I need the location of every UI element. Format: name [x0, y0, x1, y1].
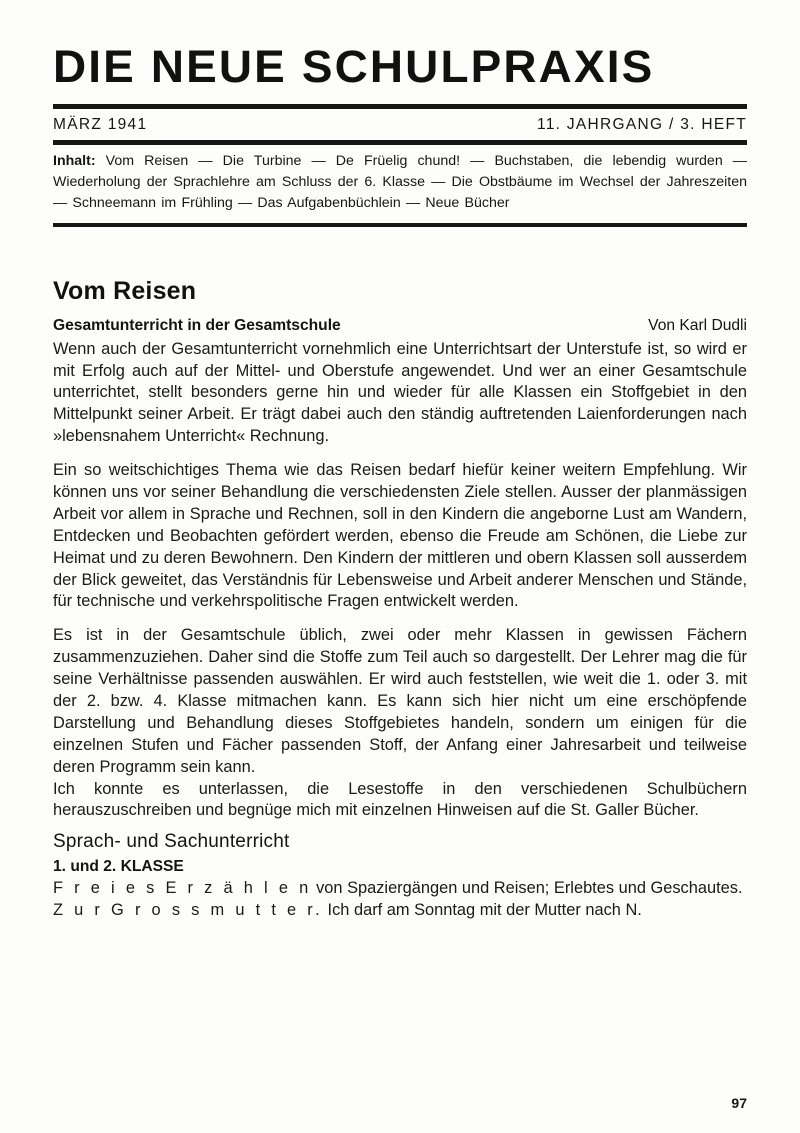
article-subtitle: Gesamtunterricht in der Gesamtschule [53, 316, 341, 334]
issue-date: MÄRZ 1941 [53, 116, 148, 133]
lesson-entry [53, 900, 747, 922]
subtitle-row [53, 317, 747, 335]
lesson-lead: F r e i e s E r z ä h l e n [53, 879, 312, 898]
article-paragraph: Ich konnte es unterlassen, die Lesestoffe in den verschiedenen Schulbüchern herauszuschreiben und begnüge mich mit einzelnen Hinweisen auf die St. Galler Bücher. [53, 779, 747, 820]
article-paragraph: Wenn auch der Gesamtunterricht vornehmlich eine Unterrichtsart der Unterstufe ist, so wird er mit Erfolg auch auf der Mittel- und Oberstufe angewendet. Und wer an einer Gesamtschule unterrichtet, stellt besonders gerne hin und wieder für alle Klassen ein Stoffgebiet in den Mittelpunkt seiner Arbeit. Er trägt dabei auch den ständig auftretenden Laienforderungen nach »lebensnahem Unterricht« Rechnung. [53, 339, 747, 446]
section-heading: Sprach- und Sachunterricht [53, 831, 290, 853]
article-paragraph: Es ist in der Gesamtschule üblich, zwei oder mehr Klassen in gewissen Fächern zusammenzuziehen. Daher sind die Stoffe zum Teil auch so dargestellt. Der Lehrer mag die für seine Verhältnisse passenden auswählen. Er wird auch feststellen, wie weit die 1. oder 3. mit der 2. bzw. 4. Klasse mitmachen kann. Es kann sich hier nicht um eine erschöpfende Darstellung und Behandlung dieses Stoffgebietes handeln, sondern um einigen für die einzelnen Stufen und Fächer passenden Stoff, der Anfang einer Jahresarbeit und teilweise deren Programm sein kann. [53, 626, 747, 776]
contents-block [53, 145, 747, 219]
page-number: 97 [731, 1095, 747, 1111]
contents-text: Vom Reisen — Die Turbine — De Früelig chund! — Buchstaben, die lebendig wurden — Wiederholung der Sprachlehre am Schluss der 6. Klasse — Die Obstbäume im Wechsel der Jahreszeiten — Schneemann im Frühling — Das Aufgabenbüchlein — Neue Bücher [53, 153, 747, 211]
article-title: Vom Reisen [53, 276, 197, 305]
lesson-entry [53, 878, 747, 900]
article-paragraph: Ein so weitschichtiges Thema wie das Reisen bedarf hiefür keiner weitern Empfehlung. Wir können uns vor seiner Behandlung die verschiedensten Ziele stellen. Ausser der planmässigen Arbeit vor allem in Sprache und Rechnen, soll in den Kindern die angeborne Lust am Wandern, Entdecken und Beobachten gefördert werden, ebenso die Freude am Schönen, die Liebe zur Heimat und zu deren Bewohnern. Den Kindern der mittleren und obern Klassen soll ausserdem der Blick geweitet, das Verständnis für Lebensweise und Arbeit anderer Menschen und Stände, für technische und verkehrspolitische Fragen entwickelt werden. [53, 461, 747, 611]
article [53, 227, 747, 922]
masthead [53, 0, 747, 92]
lesson-text: Ich darf am Sonntag mit der Mutter nach N. [323, 901, 642, 920]
lesson-lead: Z u r G r o s s m u t t e r. [53, 901, 323, 920]
issue-line [53, 109, 747, 140]
article-byline: Von Karl Dudli [648, 316, 747, 334]
publication-title: DIE NEUE SCHULPRAXIS [53, 41, 655, 92]
issue-volume: 11. JAHRGANG / 3. HEFT [536, 116, 747, 133]
contents-label: Inhalt: [53, 153, 96, 169]
lesson-text: von Spaziergängen und Reisen; Erlebtes und Geschautes. [311, 879, 743, 898]
subsection-heading: 1. und 2. KLASSE [53, 858, 184, 876]
